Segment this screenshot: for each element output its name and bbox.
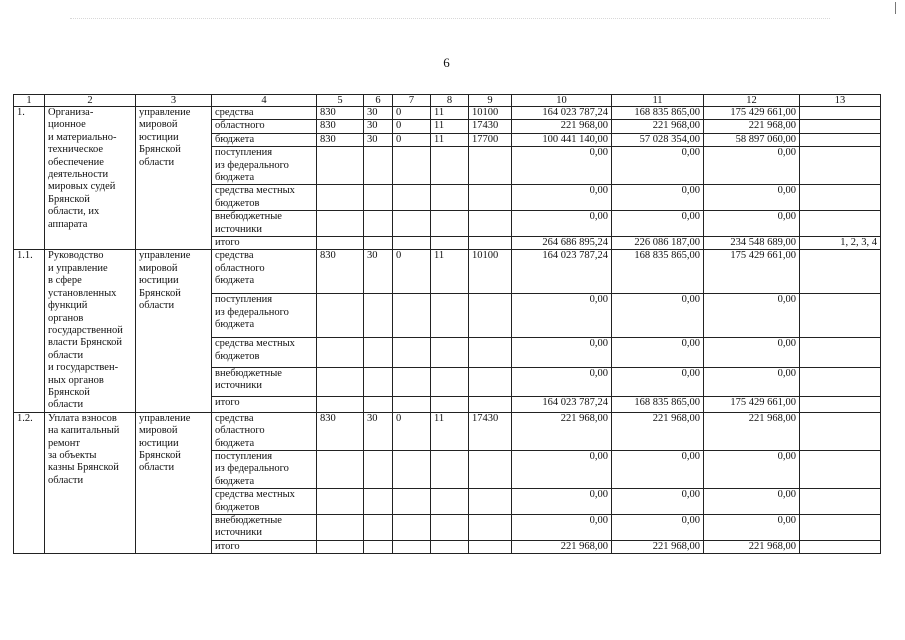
ref-col13 bbox=[800, 107, 881, 120]
code-col5: 830 bbox=[317, 250, 364, 294]
code-col8 bbox=[431, 367, 469, 397]
header-col-13: 13 bbox=[800, 95, 881, 107]
item-executor-line: Брянской bbox=[139, 287, 181, 299]
item-name bbox=[45, 250, 136, 412]
item-name-line: за объекты bbox=[48, 449, 97, 461]
funding-source-line: источники bbox=[215, 527, 262, 539]
ref-col13 bbox=[800, 120, 881, 133]
code-col5: 830 bbox=[317, 133, 364, 146]
code-col8: 11 bbox=[431, 120, 469, 133]
item-name-line: Руководство bbox=[48, 250, 104, 262]
amount-col10: 164 023 787,24 bbox=[512, 107, 612, 120]
code-col6 bbox=[364, 397, 393, 412]
amount-col12: 0,00 bbox=[704, 450, 800, 488]
ref-col13 bbox=[800, 397, 881, 412]
amount-col12: 221 968,00 bbox=[704, 120, 800, 133]
code-col8 bbox=[431, 397, 469, 412]
item-name-line: органов bbox=[48, 312, 84, 324]
code-col5 bbox=[317, 540, 364, 553]
code-col8 bbox=[431, 515, 469, 541]
amount-col10: 0,00 bbox=[512, 147, 612, 185]
funding-source bbox=[212, 450, 317, 488]
item-name-line: казны Брянской bbox=[48, 462, 119, 474]
item-executor-line: управление bbox=[139, 250, 191, 262]
funding-source bbox=[212, 250, 317, 294]
code-col6: 30 bbox=[364, 412, 393, 450]
ref-col13 bbox=[800, 185, 881, 211]
amount-col10: 0,00 bbox=[512, 338, 612, 368]
item-name-line: обеспечение bbox=[48, 156, 104, 168]
amount-col12: 175 429 661,00 bbox=[704, 397, 800, 412]
table-row bbox=[14, 412, 881, 450]
funding-source-line: поступления bbox=[215, 294, 273, 306]
table-body bbox=[14, 95, 881, 554]
amount-col12: 0,00 bbox=[704, 489, 800, 515]
item-executor-line: области bbox=[139, 300, 175, 312]
budget-table bbox=[13, 94, 881, 554]
code-col6 bbox=[364, 211, 393, 237]
code-col9: 10100 bbox=[469, 107, 512, 120]
funding-source bbox=[212, 515, 317, 541]
code-col9 bbox=[469, 515, 512, 541]
code-col7 bbox=[393, 185, 431, 211]
amount-col12: 221 968,00 bbox=[704, 412, 800, 450]
item-executor-line: Брянской bbox=[139, 449, 181, 461]
code-col5: 830 bbox=[317, 107, 364, 120]
amount-col11: 0,00 bbox=[612, 489, 704, 515]
amount-col10: 264 686 895,24 bbox=[512, 237, 612, 250]
code-col5 bbox=[317, 294, 364, 338]
funding-source bbox=[212, 120, 317, 133]
funding-source bbox=[212, 133, 317, 146]
table-row bbox=[14, 107, 881, 120]
scan-artifact-line bbox=[70, 18, 830, 19]
funding-source bbox=[212, 211, 317, 237]
funding-source bbox=[212, 367, 317, 397]
funding-source-line: средства местных bbox=[215, 185, 295, 197]
code-col6: 30 bbox=[364, 120, 393, 133]
code-col6 bbox=[364, 489, 393, 515]
item-executor-line: управление bbox=[139, 107, 191, 118]
item-name-line: деятельности bbox=[48, 169, 109, 181]
header-col-6: 6 bbox=[364, 95, 393, 107]
item-name-line: и материально- bbox=[48, 131, 117, 143]
code-col7 bbox=[393, 397, 431, 412]
amount-col11: 0,00 bbox=[612, 338, 704, 368]
code-col9 bbox=[469, 489, 512, 515]
amount-col11: 221 968,00 bbox=[612, 120, 704, 133]
code-col6 bbox=[364, 367, 393, 397]
item-name-line: ремонт bbox=[48, 437, 81, 449]
code-col5 bbox=[317, 489, 364, 515]
code-col6: 30 bbox=[364, 107, 393, 120]
code-col5 bbox=[317, 338, 364, 368]
amount-col10: 0,00 bbox=[512, 294, 612, 338]
code-col8 bbox=[431, 294, 469, 338]
header-col-1: 1 bbox=[14, 95, 45, 107]
funding-source-line: бюджета bbox=[215, 172, 255, 184]
funding-source-line: средства bbox=[215, 107, 254, 118]
code-col7: 0 bbox=[393, 120, 431, 133]
amount-col10: 0,00 bbox=[512, 489, 612, 515]
code-col9 bbox=[469, 185, 512, 211]
amount-col12: 0,00 bbox=[704, 147, 800, 185]
item-name-line: Брянской bbox=[48, 193, 90, 205]
amount-col11: 168 835 865,00 bbox=[612, 397, 704, 412]
ref-col13 bbox=[800, 147, 881, 185]
code-col9 bbox=[469, 450, 512, 488]
item-executor-line: Брянской bbox=[139, 144, 181, 156]
code-col5: 830 bbox=[317, 412, 364, 450]
amount-col11: 0,00 bbox=[612, 185, 704, 211]
item-number: 1.2. bbox=[14, 412, 45, 553]
funding-source-line: из федерального bbox=[215, 159, 289, 171]
page-number: 6 bbox=[443, 55, 450, 70]
item-name-line: области, их bbox=[48, 206, 100, 218]
amount-col10: 221 968,00 bbox=[512, 540, 612, 553]
code-col6 bbox=[364, 294, 393, 338]
ref-col13 bbox=[800, 294, 881, 338]
ref-col13 bbox=[800, 450, 881, 488]
code-col8: 11 bbox=[431, 107, 469, 120]
code-col5 bbox=[317, 185, 364, 211]
item-name-line: и государствен- bbox=[48, 362, 119, 374]
funding-source-line: средства местных bbox=[215, 489, 295, 501]
item-name-line: функций bbox=[48, 300, 88, 312]
amount-col10: 221 968,00 bbox=[512, 120, 612, 133]
amount-col12: 0,00 bbox=[704, 367, 800, 397]
code-col8 bbox=[431, 237, 469, 250]
code-col9: 17430 bbox=[469, 412, 512, 450]
amount-col11: 221 968,00 bbox=[612, 412, 704, 450]
header-col-4: 4 bbox=[212, 95, 317, 107]
header-col-11: 11 bbox=[612, 95, 704, 107]
code-col7: 0 bbox=[393, 250, 431, 294]
code-col6 bbox=[364, 540, 393, 553]
funding-source-line: из федерального bbox=[215, 463, 289, 475]
code-col9: 17430 bbox=[469, 120, 512, 133]
amount-col11: 0,00 bbox=[612, 367, 704, 397]
item-executor bbox=[136, 107, 212, 250]
funding-source-line: средства bbox=[215, 250, 254, 262]
funding-source-line: бюджета bbox=[215, 437, 255, 449]
ref-col13 bbox=[800, 489, 881, 515]
funding-source-line: бюджета bbox=[215, 475, 255, 487]
funding-source bbox=[212, 147, 317, 185]
code-col8 bbox=[431, 450, 469, 488]
funding-source-line: источники bbox=[215, 380, 262, 392]
amount-col12: 175 429 661,00 bbox=[704, 250, 800, 294]
item-executor-line: области bbox=[139, 156, 175, 168]
table-row bbox=[14, 250, 881, 294]
funding-source-line: бюджетов bbox=[215, 501, 260, 513]
funding-source-line: поступления bbox=[215, 450, 273, 462]
amount-col12: 58 897 060,00 bbox=[704, 133, 800, 146]
amount-col10: 0,00 bbox=[512, 450, 612, 488]
amount-col10: 0,00 bbox=[512, 367, 612, 397]
funding-source-line: бюджета bbox=[215, 319, 255, 331]
code-col8 bbox=[431, 147, 469, 185]
funding-source-line: поступления bbox=[215, 147, 273, 159]
amount-col11: 0,00 bbox=[612, 450, 704, 488]
code-col6 bbox=[364, 185, 393, 211]
ref-col13 bbox=[800, 367, 881, 397]
amount-col12: 0,00 bbox=[704, 515, 800, 541]
amount-col10: 0,00 bbox=[512, 211, 612, 237]
amount-col11: 226 086 187,00 bbox=[612, 237, 704, 250]
funding-source bbox=[212, 185, 317, 211]
code-col8 bbox=[431, 540, 469, 553]
funding-source bbox=[212, 338, 317, 368]
funding-source-line: итого bbox=[215, 237, 240, 249]
ref-col13 bbox=[800, 211, 881, 237]
item-name-line: области bbox=[48, 349, 84, 361]
item-name-line: установленных bbox=[48, 287, 117, 299]
amount-col12: 221 968,00 bbox=[704, 540, 800, 553]
amount-col11: 221 968,00 bbox=[612, 540, 704, 553]
code-col7 bbox=[393, 515, 431, 541]
item-name-line: на капитальный bbox=[48, 425, 120, 437]
item-executor-line: юстиции bbox=[139, 275, 179, 287]
item-name-line: мировых судей bbox=[48, 181, 116, 193]
code-col6 bbox=[364, 147, 393, 185]
amount-col11: 0,00 bbox=[612, 211, 704, 237]
code-col6 bbox=[364, 450, 393, 488]
funding-source-line: внебюджетные bbox=[215, 515, 282, 526]
funding-source-line: итого bbox=[215, 397, 240, 409]
item-name-line: области bbox=[48, 474, 84, 486]
code-col9: 10100 bbox=[469, 250, 512, 294]
funding-source-line: бюджета bbox=[215, 275, 255, 287]
code-col8: 11 bbox=[431, 250, 469, 294]
item-name-line: области bbox=[48, 399, 84, 411]
amount-col10: 0,00 bbox=[512, 515, 612, 541]
code-col7 bbox=[393, 540, 431, 553]
code-col5 bbox=[317, 367, 364, 397]
amount-col12: 0,00 bbox=[704, 338, 800, 368]
code-col5 bbox=[317, 147, 364, 185]
header-col-3: 3 bbox=[136, 95, 212, 107]
code-col7 bbox=[393, 147, 431, 185]
code-col8: 11 bbox=[431, 133, 469, 146]
funding-source bbox=[212, 397, 317, 412]
scan-edge-mark bbox=[895, 2, 896, 14]
code-col8 bbox=[431, 211, 469, 237]
item-name-line: аппарата bbox=[48, 218, 88, 230]
code-col5 bbox=[317, 397, 364, 412]
code-col7 bbox=[393, 367, 431, 397]
code-col8 bbox=[431, 338, 469, 368]
item-executor bbox=[136, 412, 212, 553]
code-col8 bbox=[431, 489, 469, 515]
amount-col12: 175 429 661,00 bbox=[704, 107, 800, 120]
item-number: 1. bbox=[14, 107, 45, 250]
code-col7 bbox=[393, 294, 431, 338]
code-col8 bbox=[431, 185, 469, 211]
funding-source-line: внебюджетные bbox=[215, 211, 282, 223]
item-name-line: власти Брянской bbox=[48, 337, 123, 349]
ref-col13 bbox=[800, 540, 881, 553]
funding-source-line: средства местных bbox=[215, 338, 295, 350]
code-col7 bbox=[393, 450, 431, 488]
item-executor-line: мировой bbox=[139, 119, 178, 131]
code-col9 bbox=[469, 540, 512, 553]
header-col-2: 2 bbox=[45, 95, 136, 107]
funding-source-line: бюджета bbox=[215, 133, 255, 145]
funding-source-line: областного bbox=[215, 262, 265, 274]
code-col6 bbox=[364, 237, 393, 250]
ref-col13 bbox=[800, 412, 881, 450]
header-col-7: 7 bbox=[393, 95, 431, 107]
item-name bbox=[45, 107, 136, 250]
ref-col13: 1, 2, 3, 4 bbox=[800, 237, 881, 250]
code-col5 bbox=[317, 211, 364, 237]
code-col8: 11 bbox=[431, 412, 469, 450]
funding-source bbox=[212, 107, 317, 120]
code-col7 bbox=[393, 237, 431, 250]
item-name-line: техническое bbox=[48, 144, 104, 156]
code-col9 bbox=[469, 367, 512, 397]
amount-col11: 0,00 bbox=[612, 515, 704, 541]
amount-col11: 168 835 865,00 bbox=[612, 250, 704, 294]
ref-col13 bbox=[800, 250, 881, 294]
item-number: 1.1. bbox=[14, 250, 45, 412]
code-col9 bbox=[469, 294, 512, 338]
funding-source-line: источники bbox=[215, 223, 262, 235]
item-name-line: Организа- bbox=[48, 107, 94, 118]
amount-col11: 168 835 865,00 bbox=[612, 107, 704, 120]
ref-col13 bbox=[800, 515, 881, 541]
funding-source-line: бюджетов bbox=[215, 197, 260, 209]
code-col7 bbox=[393, 211, 431, 237]
code-col6 bbox=[364, 515, 393, 541]
item-executor-line: мировой bbox=[139, 262, 178, 274]
header-col-10: 10 bbox=[512, 95, 612, 107]
header-col-5: 5 bbox=[317, 95, 364, 107]
item-executor-line: области bbox=[139, 462, 175, 474]
item-name-line: Брянской bbox=[48, 386, 90, 398]
item-name-line: ционное bbox=[48, 119, 86, 131]
funding-source-line: итого bbox=[215, 540, 240, 552]
code-col7: 0 bbox=[393, 107, 431, 120]
code-col5: 830 bbox=[317, 120, 364, 133]
item-name-line: Уплата взносов bbox=[48, 412, 117, 424]
amount-col11: 0,00 bbox=[612, 294, 704, 338]
header-row bbox=[14, 95, 881, 107]
code-col6 bbox=[364, 338, 393, 368]
funding-source-line: из федерального bbox=[215, 306, 289, 318]
amount-col10: 0,00 bbox=[512, 185, 612, 211]
code-col7: 0 bbox=[393, 412, 431, 450]
code-col9 bbox=[469, 147, 512, 185]
header-col-8: 8 bbox=[431, 95, 469, 107]
ref-col13 bbox=[800, 338, 881, 368]
code-col6: 30 bbox=[364, 133, 393, 146]
code-col5 bbox=[317, 237, 364, 250]
funding-source-line: областного bbox=[215, 425, 265, 437]
amount-col12: 234 548 689,00 bbox=[704, 237, 800, 250]
code-col9 bbox=[469, 211, 512, 237]
funding-source bbox=[212, 489, 317, 515]
item-executor-line: юстиции bbox=[139, 131, 179, 143]
code-col9 bbox=[469, 237, 512, 250]
funding-source-line: областного bbox=[215, 120, 265, 132]
funding-source bbox=[212, 540, 317, 553]
item-name bbox=[45, 412, 136, 553]
funding-source-line: внебюджетные bbox=[215, 367, 282, 379]
funding-source-line: средства bbox=[215, 412, 254, 424]
code-col9 bbox=[469, 338, 512, 368]
header-col-9: 9 bbox=[469, 95, 512, 107]
amount-col11: 57 028 354,00 bbox=[612, 133, 704, 146]
ref-col13 bbox=[800, 133, 881, 146]
item-name-line: государственной bbox=[48, 324, 123, 336]
item-executor bbox=[136, 250, 212, 412]
item-name-line: ных органов bbox=[48, 374, 104, 386]
code-col9: 17700 bbox=[469, 133, 512, 146]
item-executor-line: мировой bbox=[139, 425, 178, 437]
item-executor-line: юстиции bbox=[139, 437, 179, 449]
code-col7 bbox=[393, 338, 431, 368]
funding-source-line: бюджетов bbox=[215, 350, 260, 362]
header-col-12: 12 bbox=[704, 95, 800, 107]
funding-source bbox=[212, 237, 317, 250]
item-executor-line: управление bbox=[139, 412, 191, 424]
code-col7: 0 bbox=[393, 133, 431, 146]
amount-col12: 0,00 bbox=[704, 185, 800, 211]
item-name-line: в сфере bbox=[48, 275, 82, 287]
code-col6: 30 bbox=[364, 250, 393, 294]
funding-source bbox=[212, 412, 317, 450]
amount-col11: 0,00 bbox=[612, 147, 704, 185]
amount-col10: 100 441 140,00 bbox=[512, 133, 612, 146]
funding-source bbox=[212, 294, 317, 338]
amount-col12: 0,00 bbox=[704, 211, 800, 237]
code-col7 bbox=[393, 489, 431, 515]
amount-col10: 164 023 787,24 bbox=[512, 250, 612, 294]
amount-col10: 164 023 787,24 bbox=[512, 397, 612, 412]
amount-col12: 0,00 bbox=[704, 294, 800, 338]
item-name-line: и управление bbox=[48, 262, 108, 274]
code-col5 bbox=[317, 515, 364, 541]
amount-col10: 221 968,00 bbox=[512, 412, 612, 450]
code-col5 bbox=[317, 450, 364, 488]
code-col9 bbox=[469, 397, 512, 412]
